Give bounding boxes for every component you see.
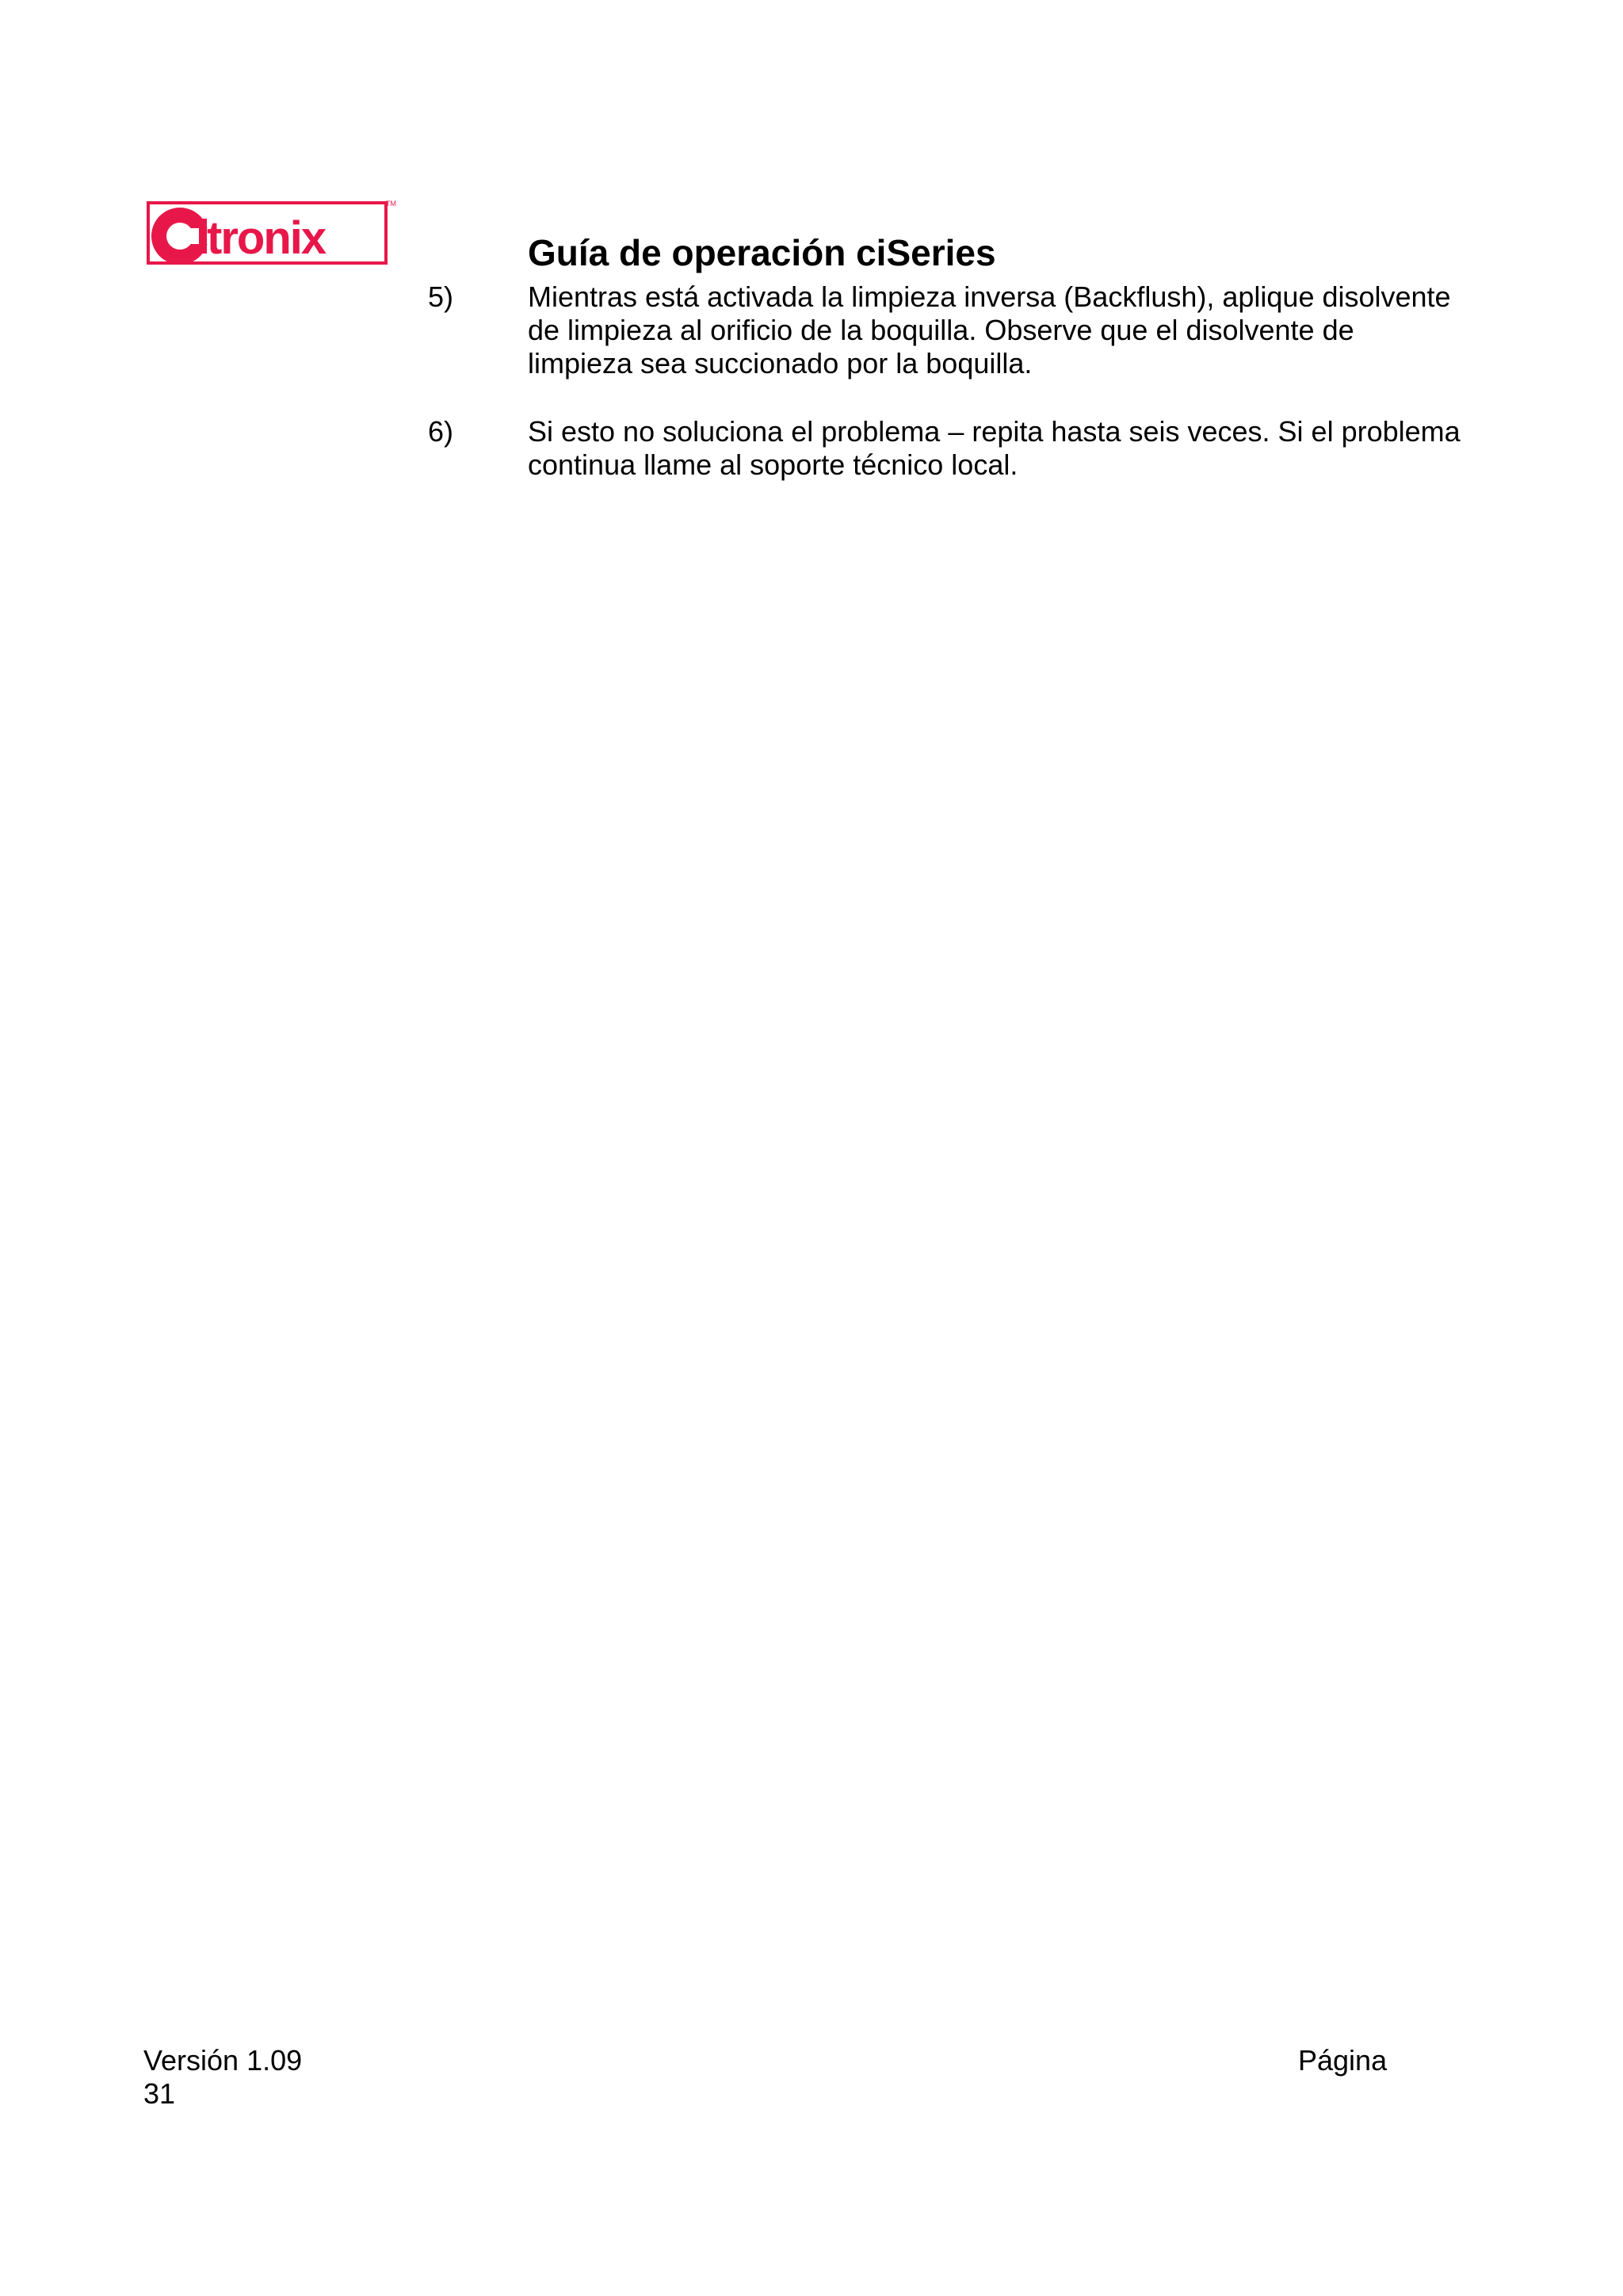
svg-text:TM: TM (386, 200, 396, 208)
step-number: 6) (428, 415, 454, 448)
step-line: limpieza sea succionado por la boquilla. (528, 347, 1033, 379)
footer-page-number: 31 (143, 2077, 176, 2110)
step-number: 5) (428, 280, 454, 313)
step-line: de limpieza al orificio de la boquilla. Observe que el disolvente de (528, 314, 1354, 346)
svg-text:tronix: tronix (207, 212, 326, 264)
footer-version: Versión 1.09 (143, 2044, 303, 2077)
step-line: Si esto no soluciona el problema – repita hasta seis veces. Si el problema (528, 415, 1461, 448)
step-line: continua llame al soporte técnico local. (528, 448, 1018, 481)
logo-graphic (147, 196, 400, 269)
step-text (528, 280, 1504, 380)
step-text (528, 415, 1504, 482)
step-line: Mientras está activada la limpieza inversa (Backflush), aplique disolvente (528, 280, 1451, 313)
citronix-logo (147, 196, 400, 269)
footer-page-label: Página (1298, 2044, 1388, 2077)
document-title: Guía de operación ciSeries (528, 232, 996, 273)
